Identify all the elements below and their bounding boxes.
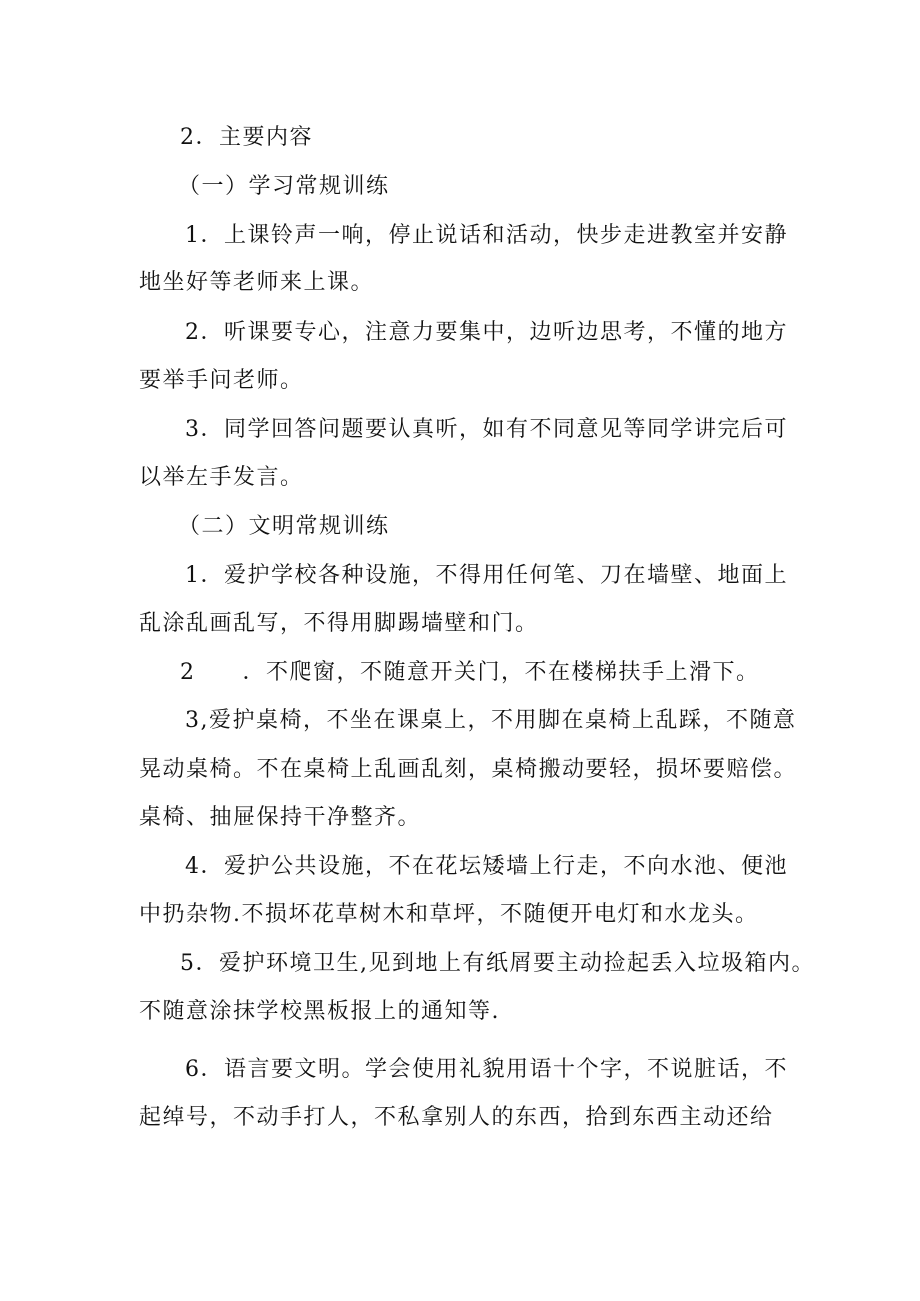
paragraph-line: 乱涂乱画乱写，不得用脚踢墙壁和门。	[139, 611, 539, 636]
paragraph-line: 6．语言要文明。学会使用礼貌用语十个字，不说脏话，不	[185, 1057, 788, 1082]
paragraph-line: 不随意涂抹学校黑板报上的通知等.	[139, 999, 500, 1024]
paragraph-line: 晃动桌椅。不在桌椅上乱画乱刻，桌椅搬动要轻，损坏要赔偿。	[139, 757, 798, 782]
paragraph-line: 3,爱护桌椅，不坐在课桌上，不用脚在桌椅上乱踩，不随意	[185, 708, 797, 733]
paragraph-line: 中扔杂物.不损坏花草树木和草坪，不随便开电灯和水龙头。	[139, 902, 759, 927]
paragraph-line: 2．听课要专心，注意力要集中，边听边思考，不懂的地方	[185, 320, 788, 345]
paragraph-line: 要举手问老师。	[139, 368, 304, 393]
paragraph-line: 以举左手发言。	[139, 465, 304, 490]
paragraph-line: 起绰号，不动手打人，不私拿别人的东西，拾到东西主动还给	[139, 1105, 774, 1130]
paragraph-line: 桌椅、抽屉保持干净整齐。	[139, 805, 422, 830]
paragraph-line: 1．上课铃声一响，停止说话和活动，快步走进教室并安静	[185, 223, 788, 248]
subsection-heading: （二）文明常规训练	[178, 514, 390, 539]
paragraph-line: 4．爱护公共设施，不在花坛矮墙上行走，不向水池、便池	[185, 854, 788, 879]
subsection-heading: （一）学习常规训练	[178, 174, 390, 199]
paragraph-line: 2 ．不爬窗，不随意开关门，不在楼梯扶手上滑下。	[180, 660, 760, 685]
paragraph-line: 1．爱护学校各种设施，不得用任何笔、刀在墙壁、地面上	[185, 563, 788, 588]
paragraph-line: 5．爱护环境卫生,见到地上有纸屑要主动捡起丢入垃圾箱内。	[180, 951, 815, 976]
section-heading: 2．主要内容	[180, 125, 313, 150]
paragraph-line: 地坐好等老师来上课。	[139, 270, 375, 295]
paragraph-line: 3．同学回答问题要认真听，如有不同意见等同学讲完后可	[185, 417, 788, 442]
